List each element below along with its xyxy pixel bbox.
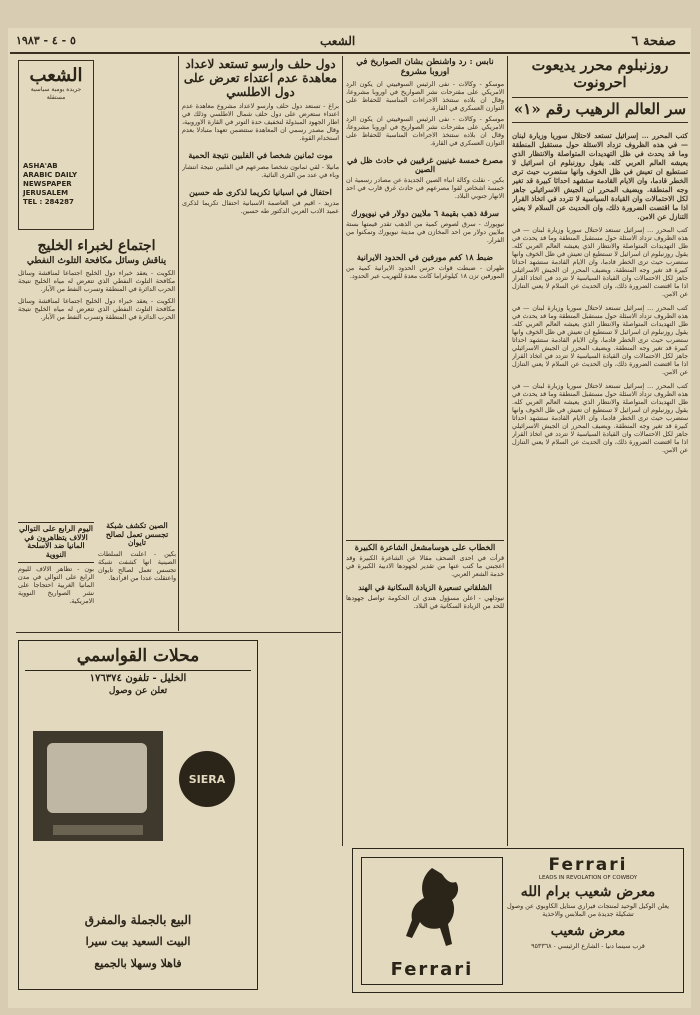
ferrari-body: يعلن الوكيل الوحيد لمنتجات فيراري ستايل الكاوبوي عن وصول تشكيلة جديدة من الملابس والاحذية xyxy=(506,903,670,919)
headline-line2: سر العالم الرهيب رقم «١» xyxy=(512,97,688,122)
article-poetess xyxy=(346,540,504,630)
column-three xyxy=(182,58,339,628)
ad-qawasmi-line3: فاهلا وسهلا بالجميع xyxy=(94,957,182,970)
ferrari-shop: معرض شعيب xyxy=(550,924,626,940)
logo-english-line1: ARABIC DAILY xyxy=(23,171,78,179)
article-china-spy-body: بكين - اعلنت السلطات الصينية انها كشفت شبكة تجسس تعمل لصالح تايوان واعتقلت عددا من افرادها. xyxy=(98,550,176,582)
article-poetess-body: قرأت في احدى الصحف مقالا عن الشاعرة الكبيرة وقد اعجبني ما كتب عنها من تقدير لجهودها الادبية الكبيرة في خدمة الشعر العربي. xyxy=(346,555,504,579)
article-rosenblum xyxy=(512,58,688,838)
issue-date: ٥ - ٤ - ١٩٨٣ xyxy=(16,34,76,47)
headline-pershing: نابس : رد واشنطن بشأن الصواريخ في اوروبا مشروع xyxy=(356,58,494,77)
headline-philippines: موت ثمانين شخصا في الفلبين نتيجة الحمية xyxy=(188,150,333,161)
article-germany-protests xyxy=(18,522,94,628)
ferrari-address: قرب سينما دنيا - الشارع الرئيسي - ٩٥٣٣٦٨ xyxy=(531,943,645,951)
page-number: صفحة ٦ xyxy=(631,34,676,49)
article-gulf-body: الكويت - يعقد خبراء دول الخليج اجتماعا لمناقشة وسائل مكافحة التلوث النفطي الذي تتعرض له مياه الخليج نتيجة الحرب الدائرة في المنطقة وتسرب النفط من الآبار. xyxy=(18,270,175,294)
article-gold-body: نيويورك - سرق لصوص كمية من الذهب تقدر قيمتها بستة ملايين دولار من احد المخازن في مدينة نيويورك وتمكنوا من الفرار. xyxy=(346,221,504,245)
ferrari-logo-text: Ferrari xyxy=(390,959,474,980)
article-body-continued: كتب المحرر … إسرائيل تستعد لاحتلال سوريا وزيارة لبنان — في هذه الظروف تزداد الاسئلة حول مستقبل المنطقة وما قد يحدث في ظل التهديدات المتواصلة والانتظار الذي يعيشه العالم العربي كله. يقول روزنبلوم ان اسرائيل لا تستطيع ان تعيش في ظل الخوف وانها ستضرب حيث ترى الخطر قادما، وان الايام القادمة ستشهد احداثا كبيرة قد تغير وجه المنطقة. ويضيف المحرر ان الجيش الاسرائيلي جاهز لكل الاحتمالات وان القيادة السياسية لا تتردد في اتخاذ القرار اذا ما اقتضت الضرورة ذلك، وان الحديث عن السلام لا يعني التنازل عن الامن. xyxy=(512,382,688,454)
ad-qawasmi-subtitle: الخليل - تلفون ١٧٦٣٧٤ xyxy=(89,672,187,684)
ferrari-logo-panel xyxy=(361,857,503,985)
ad-ferrari xyxy=(352,848,684,993)
article-philippines-body: مانيلا - لقي ثمانون شخصا مصرعهم في الفلبين نتيجة انتشار وباء في عدد من القرى النائية. xyxy=(182,163,339,179)
column-rule xyxy=(342,56,343,846)
article-china-spy xyxy=(98,522,176,628)
logo-arabic: الشعب xyxy=(29,65,83,86)
subheadline-gulf: يناقش وسائل مكافحة التلوث النفطي xyxy=(26,256,167,267)
article-gulf-body-continued: الكويت - يعقد خبراء دول الخليج اجتماعا لمناقشة وسائل مكافحة التلوث النفطي الذي تتعرض له مياه الخليج نتيجة الحرب الدائرة في المنطقة وتسرب النفط من الآبار. xyxy=(18,298,175,322)
article-body: كتب المحرر … إسرائيل تستعد لاحتلال سوريا وزيارة لبنان — في هذه الظروف تزداد الاسئلة حول مستقبل المنطقة وما قد يحدث في ظل التهديدات المتواصلة والانتظار الذي يعيشه العالم العربي كله. يقول روزنبلوم ان اسرائيل لا تستطيع ان تعيش في ظل الخوف وانها ستضرب حيث ترى الخطر قادما، وان الايام القادمة ستشهد احداثا كبيرة قد تغير وجه المنطقة. ويضيف المحرر ان الجيش الاسرائيلي جاهز لكل الاحتمالات وان القيادة السياسية لا تتردد في اتخاذ القرار اذا ما اقتضت الضرورة ذلك، وان الحديث عن السلام لا يعني التنازل عن الامن. xyxy=(512,130,688,221)
headline-warsaw: دول حلف وارسو تستعد لاعداد معاهدة عدم اعتداء تعرض على دول الاطلسي xyxy=(183,58,338,99)
headline-guinea: مصرع خمسة غينيين غرقيين في حادث ظل في الصين xyxy=(346,154,504,174)
headline-china-spy: الصين تكشف شبكة تجسس تعمل لصالح تايوان xyxy=(105,522,169,548)
horizontal-rule xyxy=(16,632,341,633)
tv-set-image xyxy=(33,731,163,841)
article-taha-hussein-body: مدريد - اقيم في العاصمة الاسبانية احتفال تكريما لذكرى عميد الادب العربي الدكتور طه حسين. xyxy=(182,199,339,215)
headline-india: الشلقاني تسعيرة الزيادة السكانية في الهند xyxy=(358,583,492,593)
headline-line1: روزنبلوم محرر يديعوت احرونوت xyxy=(531,58,669,91)
article-guinea-body: بكين - نقلت وكالة انباء الصين الجديدة عن مصادر رسمية ان خمسة اشخاص لقوا مصرعهم في حادث غرق قارب في احد الانهار جنوبي البلاد. xyxy=(346,176,504,200)
logo-phone: TEL : 284287 xyxy=(23,198,74,206)
column-rule xyxy=(507,56,508,846)
paper-name: الشعب xyxy=(320,34,356,48)
headline-gold-theft: سرقة ذهب بقيمة ٦ ملايين دولار في نيويورك xyxy=(351,207,499,218)
newspaper-logo-box xyxy=(18,60,94,230)
headline-gulf: اجتماع لخبراء الخليج xyxy=(37,238,156,254)
article-germany-body: بون - تظاهر الالاف لليوم الرابع على التوالي في مدن المانيا الغربية احتجاجا على نشر الصواريخ النووية الامريكية. xyxy=(18,565,94,605)
article-gulf-experts xyxy=(18,238,175,518)
headline-poetess: الخطاب على هوسامشعل الشاعرة الكبيرة xyxy=(346,540,504,552)
headline-taha-hussein: احتفال في اسبانيا تكريما لذكرى طه حسين xyxy=(189,186,332,197)
headline-germany: اليوم الرابع على التوالي الالاف يتظاهرون في المانيا ضد الاسلحة النووية xyxy=(18,522,94,563)
ferrari-brand: Ferrari xyxy=(548,855,628,875)
siera-logo: SIERA xyxy=(179,751,235,807)
ad-qawasmi-line1: البيع بالجملة والمفرق xyxy=(84,913,192,927)
logo-english-line2: NEWSPAPER xyxy=(23,180,72,188)
column-two xyxy=(346,58,504,838)
headline-morphine: ضبط ١٨ كغم مورفين في الحدود الايرانية xyxy=(356,252,494,263)
masthead xyxy=(10,30,690,54)
prancing-horse-icon xyxy=(362,858,502,958)
article-pershing-body-continued: موسكو - وكالات - نفى الرئيس السوفييتي ان يكون الرد الامريكي على مقترحات نشر الصواريخ في اوروبا مشروعا، وقال ان بلاده ستتخذ الاجراءات المناسبة للحفاظ على التوازن العسكري في القارة. xyxy=(346,115,504,147)
article-morphine-body: طهران - ضبطت قوات حرس الحدود الايرانية كمية من المورفين تزن ١٨ كيلوغراما كانت معدة للتهريب عبر الحدود. xyxy=(346,265,504,281)
ad-qawasmi-tagline: تعلن عن وصول xyxy=(108,685,168,696)
logo-english-line3: JERUSALEM xyxy=(23,189,69,197)
ad-qawasmi xyxy=(18,640,258,990)
ad-qawasmi-line2: البيت السعيد بيت سيرا xyxy=(85,935,191,948)
column-rule xyxy=(178,56,179,631)
logo-english: ASHA'AB xyxy=(23,162,58,170)
article-india-body: نيودلهي - اعلن مسؤول هندي ان الحكومة تواصل جهودها للحد من الزيادة السكانية في البلاد. xyxy=(346,594,504,610)
article-body-continued: كتب المحرر … إسرائيل تستعد لاحتلال سوريا وزيارة لبنان — في هذه الظروف تزداد الاسئلة حول مستقبل المنطقة وما قد يحدث في ظل التهديدات المتواصلة والانتظار الذي يعيشه العالم العربي كله. يقول روزنبلوم ان اسرائيل لا تستطيع ان تعيش في ظل الخوف وانها ستضرب حيث ترى الخطر قادما، وان الايام القادمة ستشهد احداثا كبيرة قد تغير وجه المنطقة. ويضيف المحرر ان الجيش الاسرائيلي جاهز لكل الاحتمالات وان القيادة السياسية لا تتردد في اتخاذ القرار اذا ما اقتضت الضرورة ذلك، وان الحديث عن السلام لا يعني التنازل عن الامن. xyxy=(512,304,688,376)
ferrari-title: معرض شعيب برام الله xyxy=(520,884,656,900)
ferrari-slogan: LEADS IN REVOLATION OF COWBOY xyxy=(538,875,638,881)
article-body-continued: كتب المحرر … إسرائيل تستعد لاحتلال سوريا وزيارة لبنان — في هذه الظروف تزداد الاسئلة حول مستقبل المنطقة وما قد يحدث في ظل التهديدات المتواصلة والانتظار الذي يعيشه العالم العربي كله. يقول روزنبلوم ان اسرائيل لا تستطيع ان تعيش في ظل الخوف وانها ستضرب حيث ترى الخطر قادما، وان الايام القادمة ستشهد احداثا كبيرة قد تغير وجه المنطقة. ويضيف المحرر ان الجيش الاسرائيلي جاهز لكل الاحتمالات وان القيادة السياسية لا تتردد في اتخاذ القرار اذا ما اقتضت الضرورة ذلك، وان الحديث عن السلام لا يعني التنازل عن الامن. xyxy=(512,226,688,298)
ad-qawasmi-title: محلات القواسمي xyxy=(25,647,251,671)
article-warsaw-body: براغ - تستعد دول حلف وارسو لاعداد مشروع معاهدة عدم اعتداء ستعرض على دول حلف شمال الاطلسي وذلك في اطار الجهود المبذولة لتخفيف حدة التوتر في القارة الاوروبية، وقال مصدر رسمي ان المعاهدة ستتضمن تعهدا متبادلا بعدم استخدام القوة. xyxy=(182,103,339,143)
article-pershing-body: موسكو - وكالات - نفى الرئيس السوفييتي ان يكون الرد الامريكي على مقترحات نشر الصواريخ في اوروبا مشروعا، وقال ان بلاده ستتخذ الاجراءات المناسبة للحفاظ على التوازن العسكري في القارة. xyxy=(346,80,504,112)
logo-description: جريدة يومية سياسية مستقلة xyxy=(30,86,82,101)
